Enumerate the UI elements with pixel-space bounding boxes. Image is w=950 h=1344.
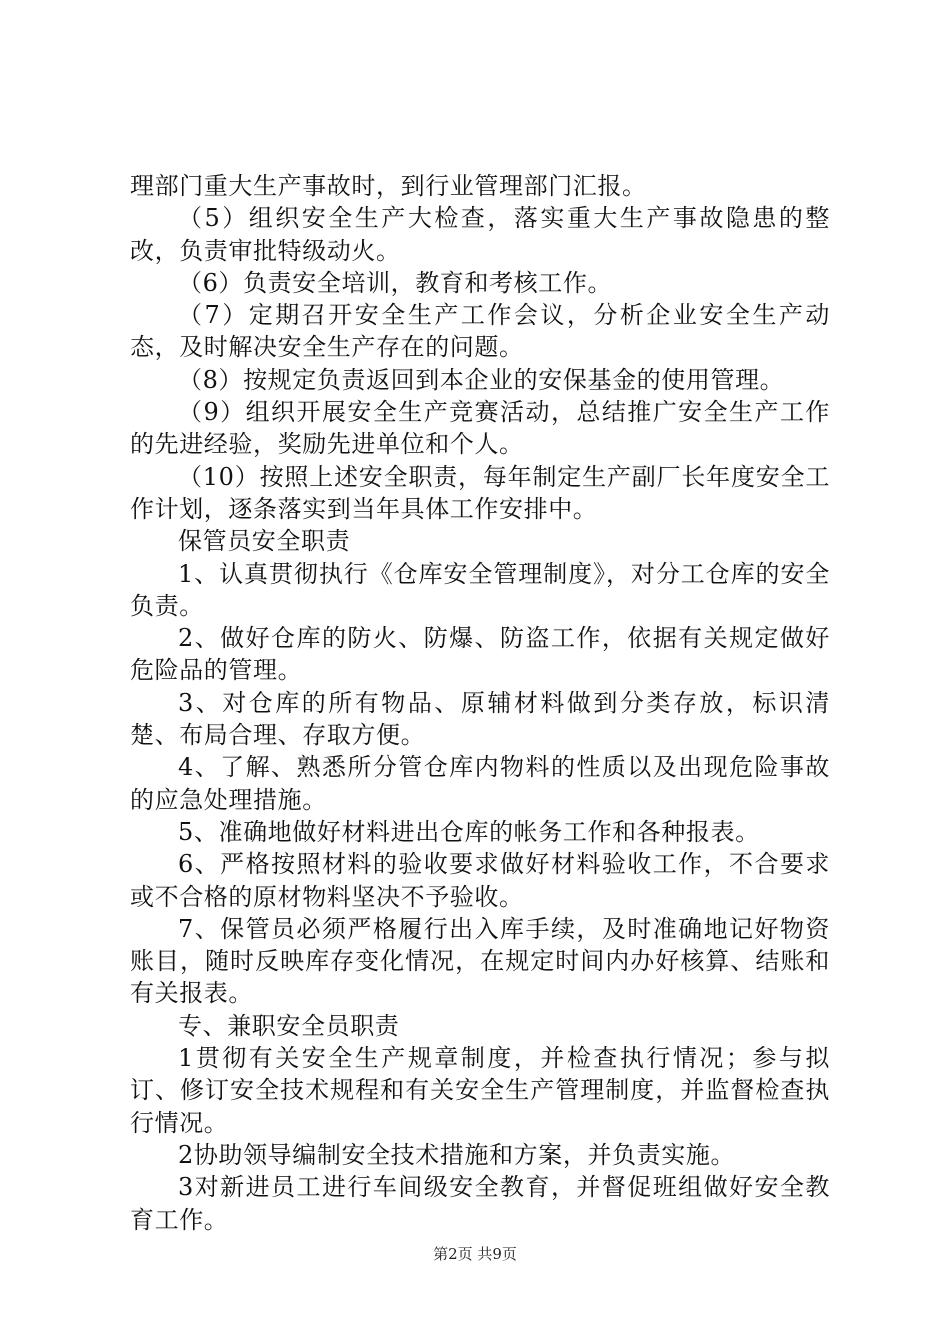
paragraph: （6）负责安全培训，教育和考核工作。 [178,268,613,297]
paragraph: 3、对仓库的所有物品、原辅材料做到分类存放，标识清楚、布局合理、存取方便。 [130,688,830,750]
paragraph: 5、准确地做好材料进出仓库的帐务工作和各种报表。 [178,817,760,846]
paragraph: 理部门重大生产事故时，到行业管理部门汇报。 [130,172,647,200]
document-body [130,170,830,1236]
section-heading: 保管员安全职责 [178,527,351,556]
paragraph: 1、认真贯彻执行《仓库安全管理制度》，对分工仓库的安全负责。 [130,559,830,620]
paragraph: 7、保管员必须严格履行出入库手续，及时准确地记好物资账目，随时反映库存变化情况，在规定时间内办好核算、结账和有关报表。 [130,914,830,1008]
section-heading: 专、兼职安全员职责 [178,1011,400,1040]
paragraph: 4、了解、熟悉所分管仓库内物料的性质以及出现危险事故的应急处理措施。 [130,753,830,814]
paragraph: （10）按照上述安全职责，每年制定生产副厂长年度安全工作计划，逐条落实到当年具体工作安排中。 [130,462,830,523]
paragraph: 2协助领导编制安全技术措施和方案，并负责实施。 [178,1140,736,1169]
paragraph: （7）定期召开安全生产工作会议，分析企业安全生产动态，及时解决安全生产存在的问题。 [130,301,830,362]
paragraph: 1贯彻有关安全生产规章制度，并检查执行情况；参与拟订、修订安全技术规程和有关安全生产管理制度，并监督检查执行情况。 [130,1044,830,1137]
paragraph: 2、做好仓库的防火、防爆、防盗工作，依据有关规定做好危险品的管理。 [130,624,830,685]
paragraph: （9）组织开展安全生产竞赛活动，总结推广安全生产工作的先进经验，奖励先进单位和个人。 [130,398,830,459]
paragraph: （5）组织安全生产大检查，落实重大生产事故隐患的整改，负责审批特级动火。 [130,204,830,265]
paragraph: 6、严格按照材料的验收要求做好材料验收工作，不合要求或不合格的原材物料坚决不予验收。 [130,850,830,911]
paragraph: 3对新进员工进行车间级安全教育，并督促班组做好安全教育工作。 [130,1173,830,1234]
paragraph: （8）按规定负责返回到本企业的安保基金的使用管理。 [178,365,785,394]
page-number-footer: 第2页 共9页 [433,1245,517,1263]
